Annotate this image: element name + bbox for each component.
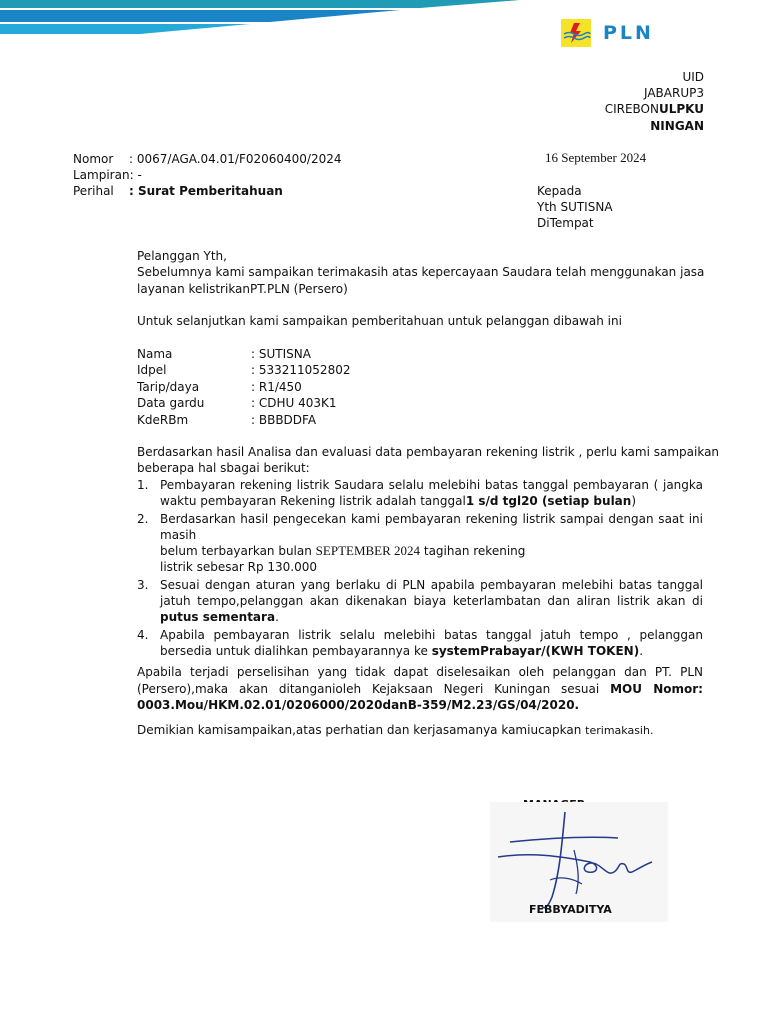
- customer-idpel-value: : 533211052802: [251, 363, 351, 377]
- nomor-value: : 0067/AGA.04.01/F02060400/2024: [129, 152, 342, 166]
- customer-kdrbm-value: : BBBDDFA: [251, 413, 317, 427]
- customer-idpel-label: Idpel: [137, 363, 167, 377]
- customer-tarip-label: Tarip/daya: [137, 380, 200, 394]
- lampiran-label: Lampiran: -: [73, 168, 142, 182]
- customer-gardu-value: : CDHU 403K1: [251, 396, 337, 410]
- intro-line-3: Untuk selanjutkan kami sampaikan pemberitahuan untuk pelanggan dibawah ini: [137, 314, 622, 328]
- customer-kdrbm-label: KdeRBm: [137, 413, 189, 427]
- intro-line-2: layanan kelistrikanPT.PLN (Persero): [137, 282, 348, 296]
- recipient-line-3: DiTempat: [537, 216, 594, 230]
- analysis-line-2: beberapa hal sbagai berikut:: [137, 461, 310, 475]
- dispute-paragraph: Apabila terjadi perselisihan yang tidak dapat diselesaikan oleh pelanggan dan PT. PLN (Persero),maka akan ditanganioleh Kejaksaan Negeri Kuningan sesuai MOU Nomor: 0003.Mou/HKM.02.01/0206000/2020danB-359/M2.23/GS/04/2020.: [137, 665, 703, 712]
- customer-name-value: : SUTISNA: [251, 347, 311, 361]
- address-line-2: JABARUP3: [644, 86, 704, 100]
- pln-logo-text: PLN: [603, 22, 654, 44]
- address-line-1: UID: [682, 70, 704, 84]
- pln-logo-mark: [561, 19, 591, 47]
- lightning-icon: [561, 19, 591, 47]
- point-1: 1. Pembayaran rekening listrik Saudara selalu melebihi batas tanggal pembayaran ( jangka waktu pembayaran Rekening listrik adalah tanggal1 s/d tgl20 (setiap bulan): [137, 478, 703, 508]
- recipient-line-2: Yth SUTISNA: [537, 200, 613, 214]
- address-line-4: NINGAN: [650, 119, 704, 133]
- nomor-label: Nomor: [73, 152, 114, 166]
- perihal-value: : Surat Pemberitahuan: [129, 184, 283, 198]
- signature-name: FEBBYADITYA: [529, 903, 612, 916]
- point-2: 2. Berdasarkan hasil pengecekan kami pembayaran rekening listrik sampai dengan saat ini masih belum terbayarkan bulan SEPTEMBER 2024 tagihan rekening listrik sebesar Rp 130.000: [137, 512, 703, 574]
- point-4: 4. Apabila pembayaran listrik selalu melebihi batas tanggal jatuh tempo , pelanggan bersedia untuk dialihkan pembayarannya ke systemPrabayar/(KWH TOKEN).: [137, 628, 703, 658]
- recipient-line-1: Kepada: [537, 184, 582, 198]
- points-list: [137, 477, 703, 659]
- address-line-3: CIREBONULPKU: [604, 102, 704, 116]
- customer-tarip-value: : R1/450: [251, 380, 302, 394]
- closing-line: Demikian kamisampaikan,atas perhatian dan kerjasamanya kamiucapkan terimakasih.: [137, 723, 654, 737]
- letter-date: 16 September 2024: [545, 150, 647, 165]
- intro-line-1: Sebelumnya kami sampaikan terimakasih atas kepercayaan Saudara telah menggunakan jasa: [137, 265, 705, 279]
- analysis-line-1: Berdasarkan hasil Analisa dan evaluasi data pembayaran rekening listrik , perlu kami sampaikan: [137, 445, 720, 459]
- greeting: Pelanggan Yth,: [137, 249, 227, 263]
- perihal-label: Perihal: [73, 184, 114, 198]
- customer-name-label: Nama: [137, 347, 173, 361]
- point-3: 3. Sesuai dengan aturan yang berlaku di PLN apabila pembayaran melebihi batas tanggal jatuh tempo,pelanggan akan dikenakan biaya keterlambatan dan aliran listrik akan di putus sementara.: [137, 578, 703, 624]
- customer-gardu-label: Data gardu: [137, 396, 205, 410]
